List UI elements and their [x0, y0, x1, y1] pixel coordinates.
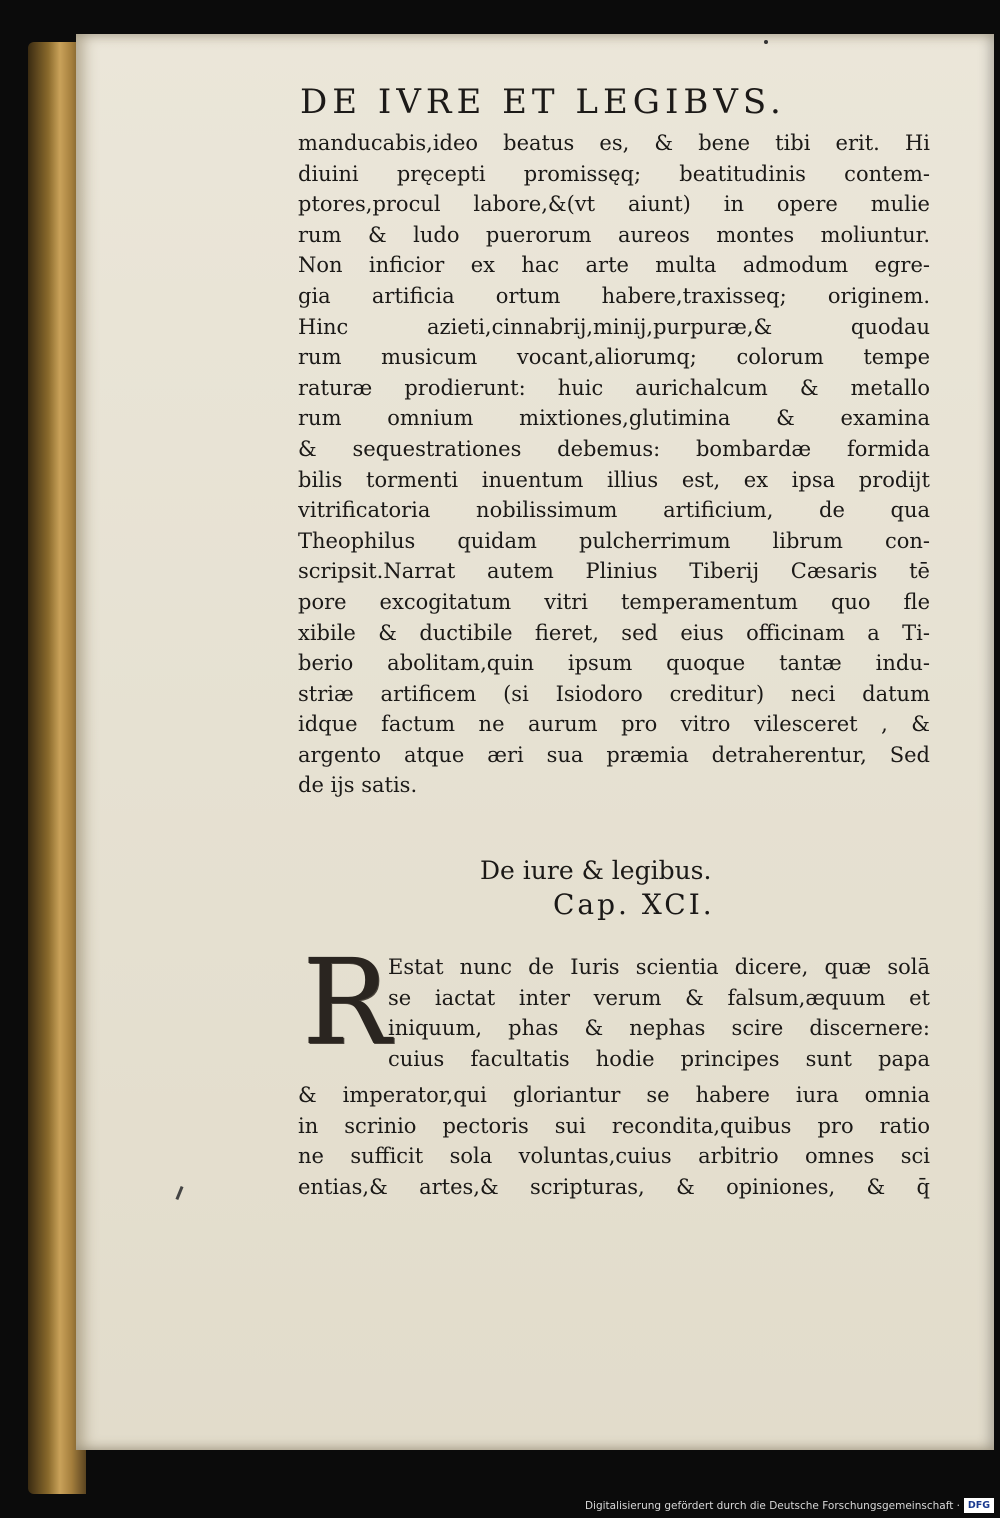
text-line: entias,& artes,& scripturas, & opiniones, & q̄: [298, 1174, 930, 1199]
text-line: & imperator,qui gloriantur se habere iura omnia: [298, 1083, 930, 1107]
text-line: raturæ prodierunt: huic aurichalcum & metallo: [298, 375, 930, 400]
text-line: bilis tormenti inuentum illius est, ex ipsa prodijt: [298, 467, 930, 492]
text-line: argento atque æri sua præmia detraherentur, Sed: [298, 742, 930, 767]
text-line: Hinc azieti,cinnabrij,minij,purpuræ,& quodau: [298, 314, 930, 339]
chapter-number: Cap. XCI.: [553, 888, 715, 921]
text-line: ne sufficit sola voluntas,cuius arbitrio omnes sci: [298, 1144, 930, 1169]
text-line: gia artificia ortum habere,traxisseq; originem.: [298, 283, 930, 308]
text-line: vitrificatoria nobilissimum artificium, de qua: [298, 498, 930, 523]
text-line: Theophilus quidam pulcherrimum librum con-: [298, 528, 930, 553]
footer-credit: Digitalisierung gefördert durch die Deutsche Forschungsgemeinschaft ·: [584, 1500, 960, 1512]
text-line: in scrinio pectoris sui recondita,quibus pro ratio: [298, 1113, 930, 1138]
text-line: idque factum ne aurum pro vitro vilesceret , &: [298, 712, 930, 737]
text-line: berio abolitam,quin ipsum quoque tantæ indu-: [298, 651, 930, 676]
text-line: xibile & ductibile fieret, sed eius officinam a Ti-: [298, 620, 930, 645]
text-line: rum & ludo puerorum aureos montes moliuntur.: [298, 222, 930, 247]
body-text-block: [298, 128, 930, 801]
text-line: se iactat inter verum & falsum,æquum et: [388, 985, 930, 1010]
chapter-paragraph-full: [298, 1080, 930, 1202]
drop-cap: R: [302, 933, 391, 1071]
text-line: Estat nunc de Iuris scientia dicere, quæ solā: [388, 955, 930, 979]
text-line: & sequestrationes debemus: bombardæ formida: [298, 436, 930, 461]
text-line: pore excogitatum vitri temperamentum quo fle: [298, 589, 930, 614]
text-line: striæ artificem (si Isiodoro creditur) neci datum: [298, 681, 930, 706]
text-line: diuini pręcepti promissęq; beatitudinis contem-: [298, 161, 930, 186]
running-head: DE IVRE ET LEGIBVS.: [300, 82, 786, 122]
text-line: Non inficior ex hac arte multa admodum egre-: [298, 253, 930, 278]
page-speck: [764, 40, 768, 44]
text-line: scripsit.Narrat autem Plinius Tiberij Cæsaris tē: [298, 559, 930, 584]
text-line: cuius facultatis hodie principes sunt papa: [388, 1046, 930, 1071]
text-line: iniquum, phas & nephas scire discernere:: [388, 1016, 930, 1041]
text-line: rum musicum vocant,aliorumq; colorum tempe: [298, 345, 930, 370]
text-line: rum omnium mixtiones,glutimina & examina: [298, 406, 930, 431]
text-line: manducabis,ideo beatus es, & bene tibi erit. Hi: [298, 131, 930, 155]
text-line: ptores,procul labore,&(vt aiunt) in opere mulie: [298, 192, 930, 217]
dfg-logo: DFG: [964, 1498, 994, 1513]
chapter-title: De iure & legibus.: [480, 856, 712, 885]
text-line: de ijs satis.: [298, 773, 418, 798]
chapter-paragraph-indented: [388, 952, 930, 1074]
